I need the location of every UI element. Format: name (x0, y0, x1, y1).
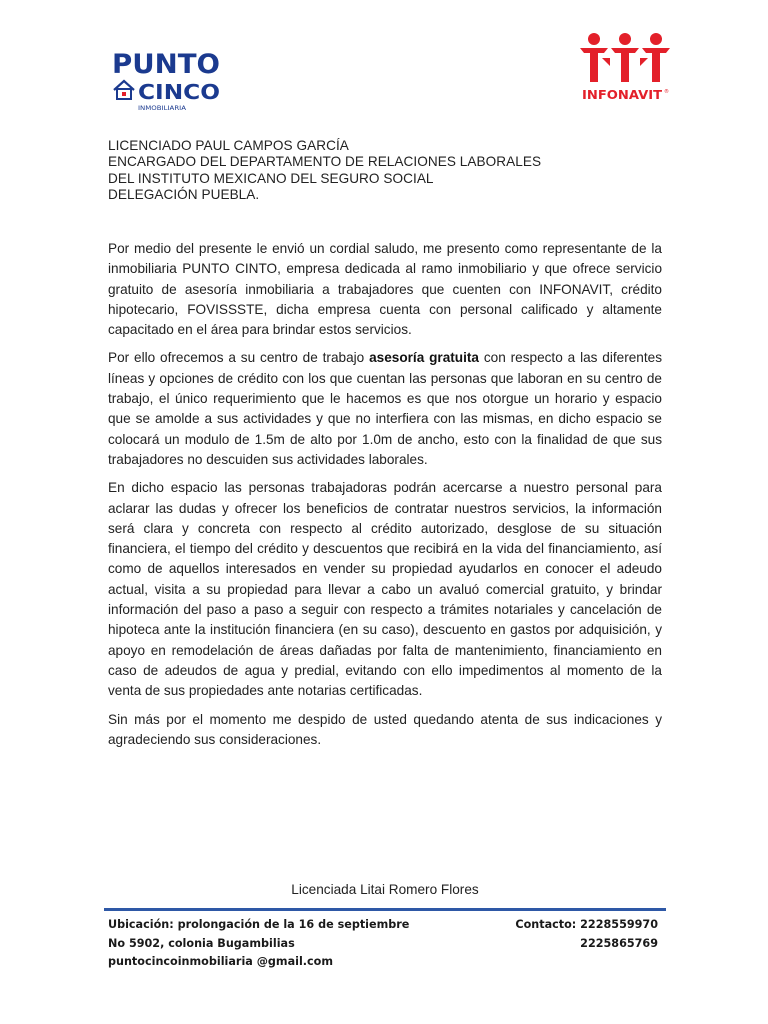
logo-tagline: INMOBILIARIA (138, 105, 188, 112)
house-icon (114, 81, 134, 99)
registered-mark: ® (664, 89, 669, 95)
footer-location-line2: No 5902, colonia Bugambilias (108, 936, 295, 950)
paragraph-offer (108, 348, 662, 470)
addressee-block (108, 138, 668, 203)
footer-contact (515, 916, 658, 953)
footer-location-line1: Ubicación: prolongación de la 16 de septiembre (108, 918, 410, 931)
logo-word-punto: PUNTO (112, 49, 220, 80)
paragraph-introduction: Por medio del presente le envió un cordial saludo, me presento como representante de la inmobiliaria PUNTO CINTO, empresa dedicada al ramo inmobiliario y que ofrece servicio gratuito de asesoría inmobiliaria a trabajadores que cuenten con INFONAVIT, crédito hipotecario, FOVISSSTE, dicha empresa cuenta con personal calificado y altamente capacitado en el área para brindar estos servicios. (108, 241, 662, 338)
letter-body (108, 239, 662, 758)
signature-name: Licenciada Litai Romero Flores (291, 882, 479, 897)
infonavit-figures-icon (580, 33, 670, 82)
footer-phone2: 2225865769 (580, 936, 658, 950)
addressee-institution: DEL INSTITUTO MEXICANO DEL SEGURO SOCIAL (108, 170, 434, 186)
footer-address (108, 916, 409, 972)
footer-phone1: Contacto: 2228559970 (515, 918, 658, 931)
offer-text-start: Por ello ofrecemos a su centro de trabajo (108, 350, 370, 366)
footer-divider (104, 908, 666, 911)
infonavit-wordmark: INFONAVIT (582, 88, 663, 102)
paragraph-closing: Sin más por el momento me despido de usted quedando atenta de sus indicaciones y agradeciendo sus consideraciones. (108, 711, 662, 747)
addressee-delegation: DELEGACIÓN PUEBLA. (108, 186, 260, 202)
footer-email: puntocincoinmobiliaria @gmail.com (108, 955, 334, 968)
punto-cinco-logo (108, 46, 226, 114)
paragraph-services: En dicho espacio las personas trabajadoras podrán acercarse a nuestro personal para aclarar las dudas y ofrecer los beneficios de contratar nuestros servicios, la información será clara y concreta con respecto al crédito autorizado, desglose de su situación financiera, el tiempo del crédito y descuentos que recibirá en la vida del financiamiento, así como de aquellos interesados en vender su propiedad ayudarlos en conocer el adeudo actual, visita a su propiedad para llevar a cabo un avaluó comercial gratuito, y brindar información del paso a paso a seguir con respecto a trámites notariales y cancelación de hipoteca ante la institución financiera (en su caso), descuento en gastos por adquisición, y apoyo en remodelación de áreas dañadas por falta de mantenimiento, financiamiento en caso de adeudos de agua y predial, evitando con ello impedimentos al momento de la venta de sus propiedades ante notarias certificadas. (108, 480, 662, 699)
offer-highlight: asesoría gratuita (369, 350, 479, 366)
logo-word-cinco: CINCO (138, 80, 220, 104)
infonavit-logo (576, 30, 674, 104)
offer-text-end: con respecto a las diferentes líneas y opciones de crédito con los que cuentan las personas que laboran en su centro de trabajo, el único requerimiento que le hacemos es que nos otorgue un horario y espacio que se amolde a sus actividades y que no interfiera con las mismas, en dicho espacio se colocará un modulo de 1.5m de alto por 1.0m de ancho, esto con la finalidad de que sus trabajadores no descuiden sus actividades laborales. (108, 350, 663, 467)
addressee-position: ENCARGADO DEL DEPARTAMENTO DE RELACIONES LABORALES (108, 154, 542, 170)
addressee-name: LICENCIADO PAUL CAMPOS GARCÍA (108, 138, 349, 153)
